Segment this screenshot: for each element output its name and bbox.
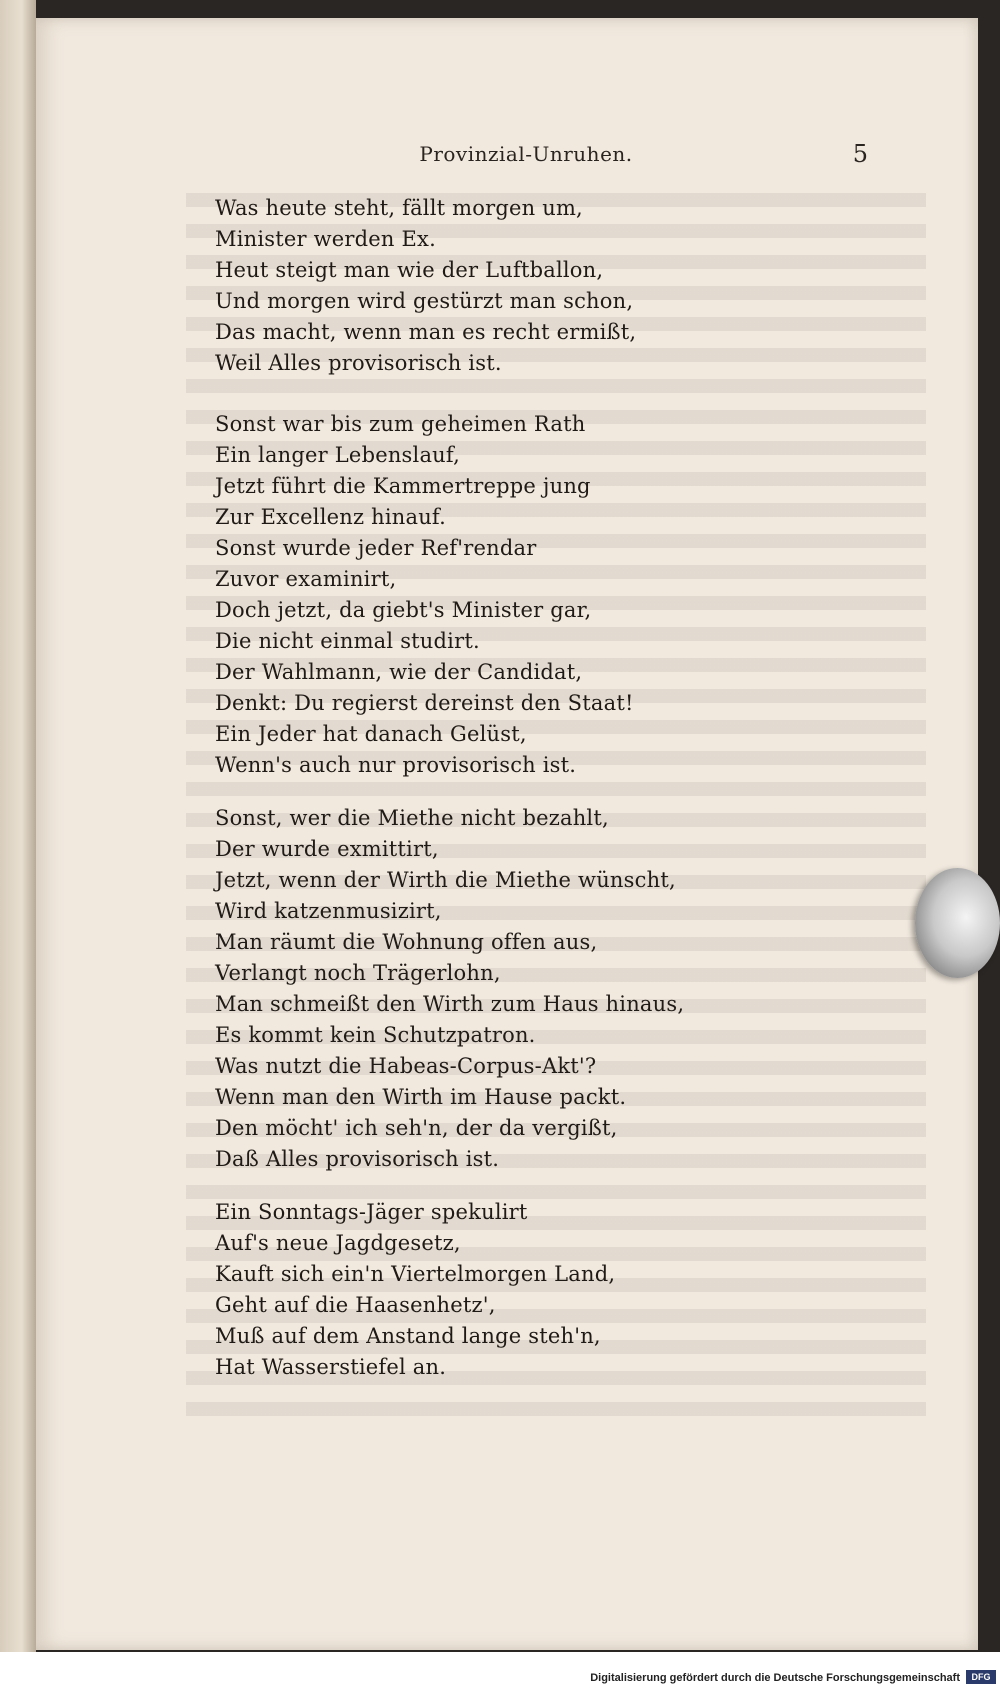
poem-line: Die nicht einmal studirt. [215, 629, 480, 653]
stanza [215, 803, 775, 1175]
stanza [215, 193, 775, 379]
poem-line: Es kommt kein Schutzpatron. [215, 1023, 536, 1047]
poem-line: Ein Sonntags-Jäger spekulirt [215, 1200, 528, 1224]
poem-line: Man schmeißt den Wirth zum Haus hinaus, [215, 992, 685, 1016]
poem-line: Sonst, wer die Miethe nicht bezahlt, [215, 806, 609, 830]
poem-line: Jetzt, wenn der Wirth die Miethe wünscht, [215, 868, 676, 892]
poem-line: Kauft sich ein'n Viertelmorgen Land, [215, 1262, 616, 1286]
poem-line: Sonst war bis zum geheimen Rath [215, 412, 586, 436]
poem-line: Sonst wurde jeder Ref'rendar [215, 536, 537, 560]
poem-line: Man räumt die Wohnung offen aus, [215, 930, 598, 954]
poem-line: Wenn man den Wirth im Hause packt. [215, 1085, 627, 1109]
poem-line: Geht auf die Haasenhetz', [215, 1293, 496, 1317]
poem-line: Zuvor examinirt, [215, 567, 397, 591]
dfg-logo-icon: DFG [966, 1670, 996, 1684]
poem-line: Denkt: Du regierst dereinst den Staat! [215, 691, 634, 715]
stanza [215, 409, 775, 781]
poem-line: Heut steigt man wie der Luftballon, [215, 258, 604, 282]
left-page-edge [0, 0, 36, 1652]
stanza [215, 1197, 775, 1383]
poem-line: Hat Wasserstiefel an. [215, 1355, 447, 1379]
digitization-credit: Digitalisierung gefördert durch die Deutsche Forschungsgemeinschaft [590, 1672, 960, 1684]
binder-clip [915, 868, 1000, 978]
poem-line: Auf's neue Jagdgesetz, [215, 1231, 461, 1255]
poem [215, 193, 775, 1413]
poem-line: Und morgen wird gestürzt man schon, [215, 289, 634, 313]
running-head [36, 142, 978, 172]
poem-line: Daß Alles provisorisch ist. [215, 1147, 500, 1171]
poem-line: Muß auf dem Anstand lange steh'n, [215, 1324, 601, 1348]
poem-line: Der wurde exmittirt, [215, 837, 439, 861]
poem-line: Was heute steht, fällt morgen um, [215, 196, 583, 220]
poem-line: Der Wahlmann, wie der Candidat, [215, 660, 583, 684]
page-title: Provinzial-Unruhen. [419, 142, 633, 166]
poem-line: Ein Jeder hat danach Gelüst, [215, 722, 527, 746]
page-number: 5 [852, 140, 868, 168]
poem-line: Verlangt noch Trägerlohn, [215, 961, 501, 985]
poem-line: Ein langer Lebenslauf, [215, 443, 460, 467]
poem-line: Jetzt führt die Kammertreppe jung [215, 474, 591, 498]
poem-line: Doch jetzt, da giebt's Minister gar, [215, 598, 592, 622]
poem-line: Zur Excellenz hinauf. [215, 505, 447, 529]
poem-line: Den möcht' ich seh'n, der da vergißt, [215, 1116, 618, 1140]
poem-line: Weil Alles provisorisch ist. [215, 351, 502, 375]
poem-line: Wird katzenmusizirt, [215, 899, 442, 923]
poem-line: Wenn's auch nur provisorisch ist. [215, 753, 577, 777]
poem-line: Was nutzt die Habeas-Corpus-Akt'? [215, 1054, 597, 1078]
poem-line: Das macht, wenn man es recht ermißt, [215, 320, 637, 344]
poem-line: Minister werden Ex. [215, 227, 436, 251]
